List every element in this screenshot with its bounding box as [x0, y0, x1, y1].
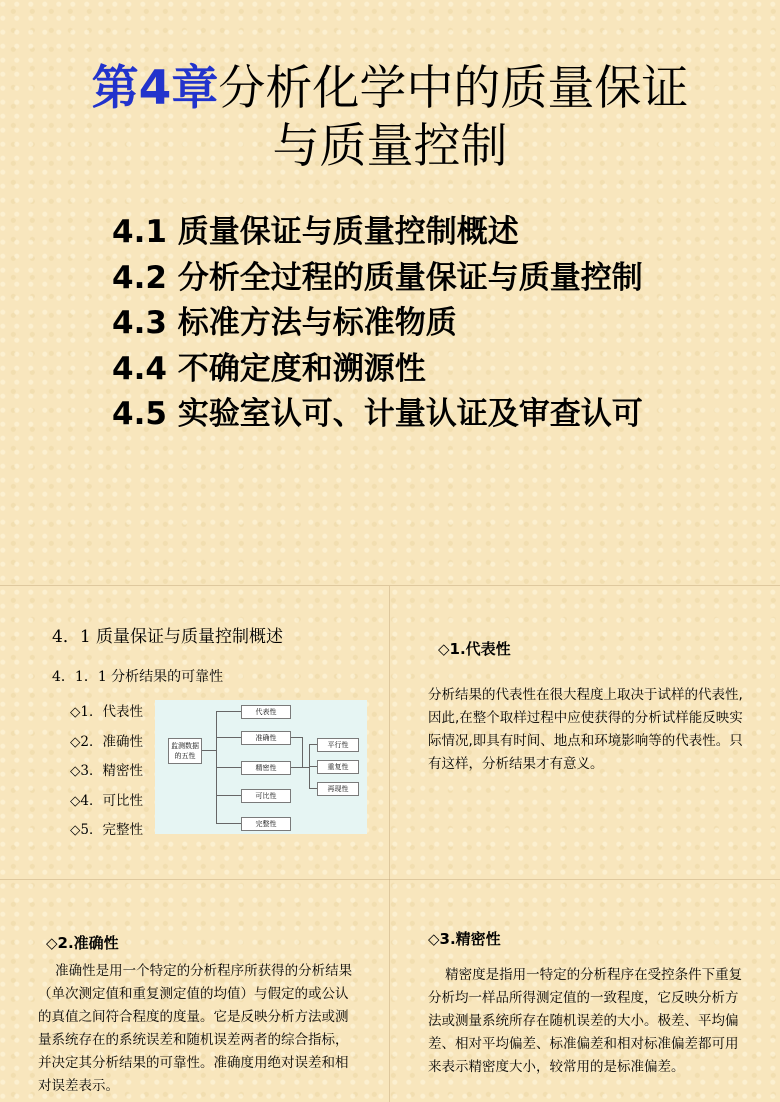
toc-item: 4.4 不确定度和溯源性 — [112, 350, 426, 387]
toc-item: 4.2 分析全过程的质量保证与质量控制 — [112, 259, 643, 296]
reliability-list — [70, 698, 143, 846]
chapter-title: 分析化学中的质量保证 — [218, 61, 689, 116]
toc-item: 4.3 标准方法与标准物质 — [112, 305, 457, 341]
diagram-branch-box: 精密性 — [241, 761, 291, 775]
toc-item: 4.1 质量保证与质量控制概述 — [112, 214, 519, 250]
connector-line — [216, 711, 241, 712]
list-item: ◇3．精密性 — [70, 763, 143, 779]
five-properties-diagram — [155, 700, 367, 834]
diagram-branch-box: 代表性 — [241, 705, 291, 719]
diagram-branch-box: 可比性 — [241, 789, 291, 803]
precision-slide — [390, 880, 780, 1102]
body-paragraph: 分析结果的代表性在很大程度上取决于试样的代表性,因此,在整个取样过程中应使获得的分析试样能反映实际情况,即具有时间、地点和环境影响等的代表性。只有这样，分析结果才有意义。 — [428, 687, 743, 772]
connector-line — [302, 767, 309, 768]
section-heading: 4．1 质量保证与质量控制概述 — [52, 627, 284, 647]
accuracy-slide — [0, 880, 389, 1102]
connector-line — [302, 737, 303, 767]
section-heading: ◇3.精密性 — [428, 930, 501, 948]
connector-line — [309, 788, 317, 789]
slide-title-line2: 与质量控制 — [272, 119, 508, 174]
section-heading: ◇2.准确性 — [46, 934, 119, 952]
chapter-label: 第4章 — [91, 61, 219, 116]
section-heading: ◇1.代表性 — [438, 640, 511, 658]
representativeness-slide — [390, 586, 780, 879]
diagram-sub-box: 平行性 — [317, 738, 359, 752]
slide-title-line1 — [0, 60, 780, 118]
body-paragraph: 准确性是用一个特定的分析程序所获得的分析结果（单次测定值和重复测定值的均值）与假定的或公认的真值之间符合程度的度量。它是反映分析方法或测量系统存在的系统误差和随机误差两者的综合指标，并决定其分析结果的可靠性。准确度用绝对误差和相对误差表示。 — [38, 963, 353, 1094]
overview-slide — [0, 586, 389, 879]
connector-line — [309, 744, 317, 745]
list-item: ◇2．准确性 — [70, 733, 143, 750]
list-item: ◇1．代表性 — [70, 704, 143, 720]
diagram-sub-box: 再现性 — [317, 782, 359, 796]
connector-line — [202, 750, 216, 751]
subsection-heading: 4．1．1 分析结果的可靠性 — [52, 669, 224, 685]
diagram-branch-box: 准确性 — [241, 731, 291, 745]
diagram-root-box: 监测数据的五性 — [168, 738, 202, 764]
list-item: ◇5．完整性 — [70, 822, 143, 838]
connector-line — [216, 737, 241, 738]
list-item: ◇4．可比性 — [70, 792, 143, 809]
diagram-sub-box: 重复性 — [317, 760, 359, 774]
connector-line — [216, 795, 241, 796]
connector-line — [309, 766, 317, 767]
diagram-branch-box: 完整性 — [241, 817, 291, 831]
table-of-contents — [112, 210, 643, 438]
connector-line — [216, 823, 241, 824]
toc-item: 4.5 实验室认可、计量认证及审查认可 — [112, 396, 643, 432]
body-paragraph: 精密度是指用一特定的分析程序在受控条件下重复分析均一样品所得测定值的一致程度，它反映分析方法或测量系统所存在随机误差的大小。极差、平均偏差、相对平均偏差、标准偏差和相对标准偏差都可用来表示精密度大小，较常用的是标准偏差。 — [428, 967, 743, 1075]
connector-line — [216, 767, 241, 768]
